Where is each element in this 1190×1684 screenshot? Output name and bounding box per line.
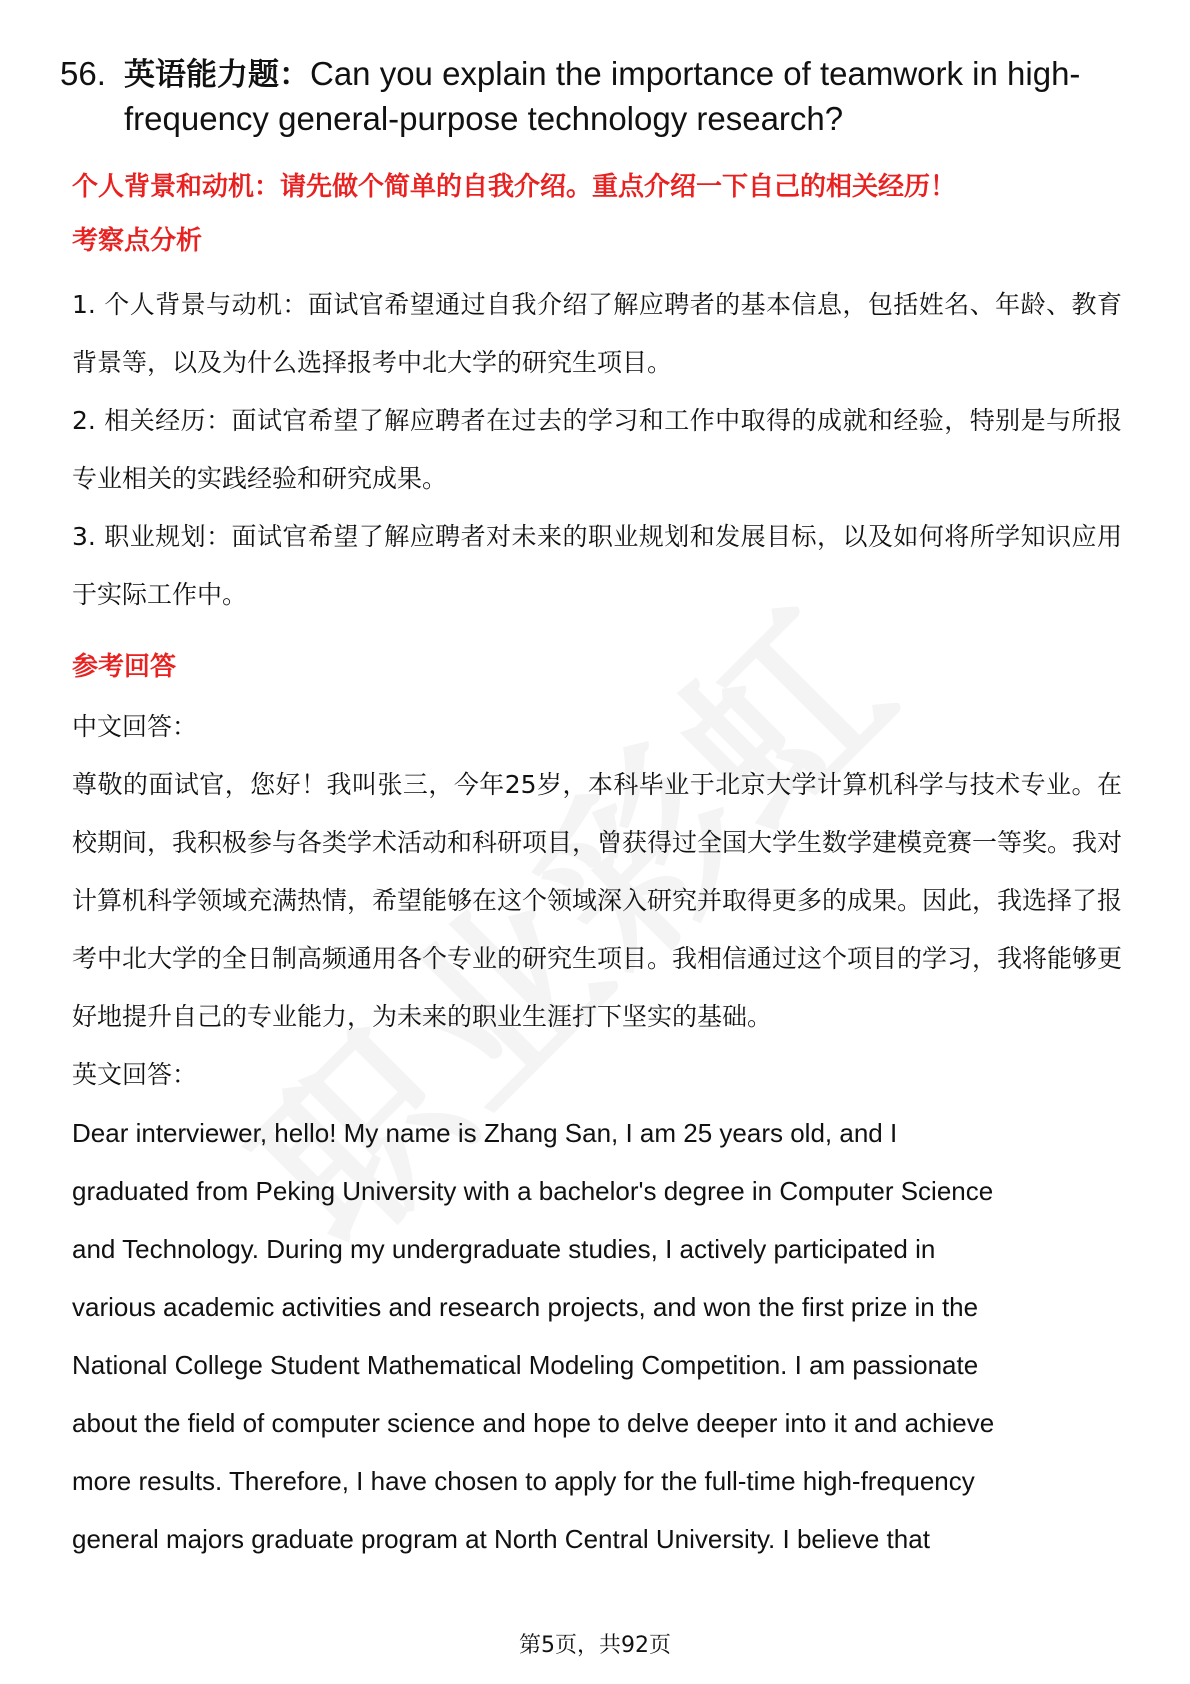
chinese-answer-text: 尊敬的面试官，您好！我叫张三，今年25岁，本科毕业于北京大学计算机科学与技术专业。在校期间，我积极参与各类学术活动和科研项目，曾获得过全国大学生数学建模竞赛一等奖。我对计算机科学领域充满热情，希望能够在这个领域深入研究并取得更多的成果。因此，我选择了报考中北大学的全日制高频通用各个专业的研究生项目。我相信通过这个项目的学习，我将能够更好地提升自己的专业能力，为未来的职业生涯打下坚实的基础。 — [72, 770, 1123, 1031]
analysis-heading: 考察点分析 — [72, 226, 203, 256]
english-answer-label: 英文回答： — [72, 1060, 198, 1089]
english-line: various academic activities and research projects, and won the first prize in the — [72, 1292, 979, 1322]
reference-heading: 参考回答 — [72, 652, 177, 682]
english-line: general majors graduate program at North Central University. I believe that — [72, 1524, 930, 1554]
background-heading: 个人背景和动机：请先做个简单的自我介绍。重点介绍一下自己的相关经历！ — [72, 172, 957, 202]
question-number: 56. — [60, 55, 106, 92]
analysis-points — [72, 276, 1122, 624]
content-area — [72, 170, 1122, 1568]
analysis-point-2: 2. 相关经历：面试官希望了解应聘者在过去的学习和工作中取得的成就和经验，特别是与所报专业相关的实践经验和研究成果。 — [72, 406, 1122, 493]
chinese-answer-label: 中文回答： — [72, 712, 198, 741]
analysis-point-1: 1. 个人背景与动机：面试官希望通过自我介绍了解应聘者的基本信息，包括姓名、年龄、教育背景等，以及为什么选择报考中北大学的研究生项目。 — [72, 290, 1122, 377]
english-line: Dear interviewer, hello! My name is Zhang San, I am 25 years old, and I — [72, 1118, 898, 1148]
english-line: about the field of computer science and hope to delve deeper into it and achieve — [72, 1408, 995, 1438]
english-answer-text — [72, 1104, 1122, 1568]
page-footer: 第5页，共92页 — [519, 1633, 671, 1658]
question-label: 英语能力题： — [124, 57, 310, 93]
english-line: graduated from Peking University with a bachelor's degree in Computer Science — [72, 1176, 994, 1206]
english-line: and Technology. During my undergraduate studies, I actively participated in — [72, 1234, 936, 1264]
analysis-point-3: 3. 职业规划：面试官希望了解应聘者对未来的职业规划和发展目标，以及如何将所学知识应用于实际工作中。 — [72, 522, 1122, 609]
english-line: more results. Therefore, I have chosen to apply for the full-time high-frequency — [72, 1466, 975, 1496]
question-text: Can you explain the importance of teamwork in high-frequency general-purpose technology research? — [124, 55, 1081, 137]
question-body — [124, 52, 1140, 140]
english-line: National College Student Mathematical Modeling Competition. I am passionate — [72, 1350, 979, 1380]
question-block — [60, 52, 1140, 140]
